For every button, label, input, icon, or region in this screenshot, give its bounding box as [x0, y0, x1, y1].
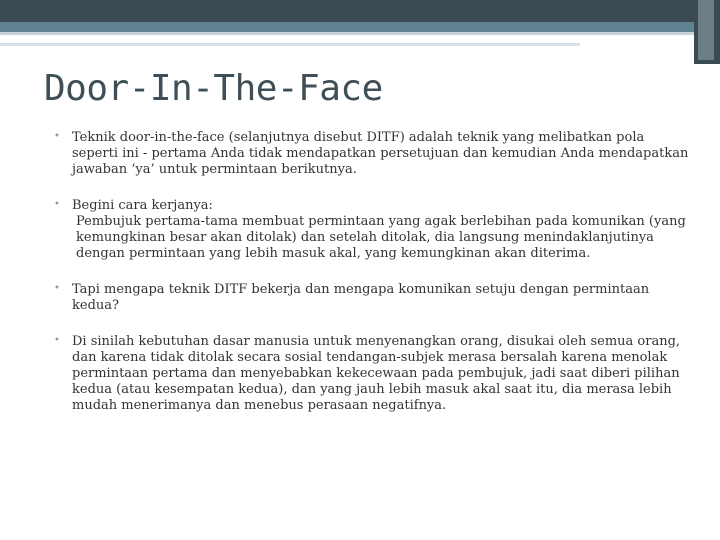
bullet-item: [50, 334, 690, 414]
bullet-subtext: Pembujuk pertama-tama membuat permintaan yang agak berlebihan pada komunikan (yang kemungkinan besar akan ditolak) dan setelah ditolak, dia langsung menindaklanjutinya dengan permintaan yang lebih masuk akal, yang kemungkinan akan diterima.: [76, 214, 686, 261]
bullet-text: Tapi mengapa teknik DITF bekerja dan mengapa komunikan setuju dengan permintaan kedua?: [72, 282, 650, 313]
bullet-icon: •: [54, 131, 60, 142]
header-band: [0, 0, 720, 22]
bullet-item: [50, 130, 690, 178]
bullet-icon: •: [54, 283, 60, 294]
bullet-text: Di sinilah kebutuhan dasar manusia untuk menyenangkan orang, disukai oleh semua orang, dan karena tidak ditolak secara sosial tendangan-subjek merasa bersalah karena menolak permintaan pertama dan menyebabkan kekecewaan pada pembujuk, jadi saat diberi pilihan kedua (atau kesempatan kedua), dan yang jauh lebih masuk akal saat itu, dia merasa lebih mudah menerimanya dan menebus perasaan negatifnya.: [72, 334, 681, 413]
title-underline: [0, 43, 580, 46]
bullet-icon: •: [54, 199, 60, 210]
bullet-text: Teknik door-in-the-face (selanjutnya disebut DITF) adalah teknik yang melibatkan pola seperti ini - pertama Anda tidak mendapatkan persetujuan dan kemudian Anda mendapatkan jawaban ‘ya’ untuk permintaan berikutnya.: [72, 130, 689, 177]
slide-title: Door-In-The-Face: [44, 68, 383, 109]
slide-body: [50, 130, 690, 434]
bullet-icon: •: [54, 335, 60, 346]
bullet-item: [50, 198, 690, 262]
bullet-item: [50, 282, 690, 314]
bullet-text: Begini cara kerjanya:: [72, 198, 213, 213]
header-divider: [0, 32, 720, 35]
header-accent-band: [0, 22, 720, 32]
corner-block-inner: [698, 0, 714, 60]
